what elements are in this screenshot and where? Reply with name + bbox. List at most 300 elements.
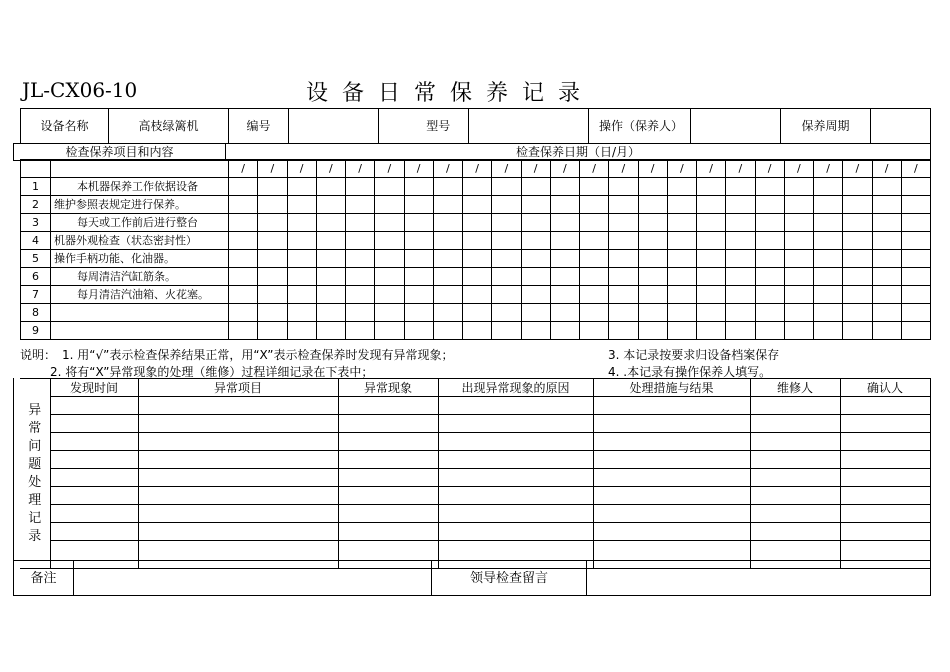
check-cell[interactable] <box>843 322 872 340</box>
check-cell[interactable] <box>433 250 462 268</box>
check-cell[interactable] <box>521 322 550 340</box>
check-cell[interactable] <box>697 196 726 214</box>
check-cell[interactable] <box>726 232 755 250</box>
check-cell[interactable] <box>667 196 696 214</box>
check-cell[interactable] <box>784 268 813 286</box>
check-cell[interactable] <box>609 232 638 250</box>
check-cell[interactable] <box>375 178 404 196</box>
check-cell[interactable] <box>901 322 930 340</box>
check-cell[interactable] <box>375 214 404 232</box>
check-cell[interactable] <box>433 214 462 232</box>
check-cell[interactable] <box>872 214 901 232</box>
check-cell[interactable] <box>346 322 375 340</box>
check-cell[interactable] <box>580 304 609 322</box>
abnormal-record-cell[interactable] <box>438 451 593 469</box>
check-cell[interactable] <box>814 214 843 232</box>
abnormal-record-cell[interactable] <box>593 433 750 451</box>
check-cell[interactable] <box>901 250 930 268</box>
check-cell[interactable] <box>814 304 843 322</box>
abnormal-record-cell[interactable] <box>338 433 438 451</box>
check-cell[interactable] <box>287 322 316 340</box>
check-cell[interactable] <box>814 232 843 250</box>
check-cell[interactable] <box>872 304 901 322</box>
check-cell[interactable] <box>755 268 784 286</box>
date-slash-cell[interactable]: / <box>287 160 316 178</box>
check-cell[interactable] <box>404 214 433 232</box>
check-cell[interactable] <box>784 196 813 214</box>
check-cell[interactable] <box>667 250 696 268</box>
abnormal-record-cell[interactable] <box>750 451 840 469</box>
check-cell[interactable] <box>404 178 433 196</box>
abnormal-record-cell[interactable] <box>750 433 840 451</box>
check-cell[interactable] <box>550 214 579 232</box>
abnormal-record-cell[interactable] <box>138 433 338 451</box>
check-cell[interactable] <box>287 304 316 322</box>
check-cell[interactable] <box>667 304 696 322</box>
check-cell[interactable] <box>258 268 287 286</box>
check-cell[interactable] <box>901 232 930 250</box>
check-cell[interactable] <box>492 268 521 286</box>
check-cell[interactable] <box>726 268 755 286</box>
abnormal-record-cell[interactable] <box>438 397 593 415</box>
check-cell[interactable] <box>316 268 345 286</box>
check-cell[interactable] <box>784 304 813 322</box>
check-cell[interactable] <box>901 286 930 304</box>
check-cell[interactable] <box>463 304 492 322</box>
abnormal-record-cell[interactable] <box>840 397 930 415</box>
abnormal-record-cell[interactable] <box>338 505 438 523</box>
check-cell[interactable] <box>755 304 784 322</box>
date-slash-cell[interactable]: / <box>316 160 345 178</box>
check-cell[interactable] <box>609 322 638 340</box>
check-cell[interactable] <box>287 268 316 286</box>
check-cell[interactable] <box>258 286 287 304</box>
check-cell[interactable] <box>258 250 287 268</box>
check-cell[interactable] <box>433 268 462 286</box>
check-cell[interactable] <box>229 286 258 304</box>
check-cell[interactable] <box>667 322 696 340</box>
check-cell[interactable] <box>521 268 550 286</box>
check-cell[interactable] <box>492 232 521 250</box>
check-cell[interactable] <box>550 268 579 286</box>
abnormal-record-cell[interactable] <box>138 451 338 469</box>
abnormal-record-cell[interactable] <box>50 415 138 433</box>
check-cell[interactable] <box>638 322 667 340</box>
check-cell[interactable] <box>726 178 755 196</box>
check-cell[interactable] <box>492 286 521 304</box>
check-cell[interactable] <box>521 178 550 196</box>
abnormal-record-cell[interactable] <box>50 451 138 469</box>
check-cell[interactable] <box>901 214 930 232</box>
check-cell[interactable] <box>550 232 579 250</box>
check-cell[interactable] <box>726 286 755 304</box>
abnormal-record-cell[interactable] <box>750 397 840 415</box>
check-cell[interactable] <box>375 286 404 304</box>
check-cell[interactable] <box>580 196 609 214</box>
check-cell[interactable] <box>550 322 579 340</box>
check-cell[interactable] <box>404 322 433 340</box>
check-cell[interactable] <box>784 232 813 250</box>
abnormal-record-cell[interactable] <box>138 469 338 487</box>
check-cell[interactable] <box>901 196 930 214</box>
check-cell[interactable] <box>755 232 784 250</box>
check-cell[interactable] <box>316 178 345 196</box>
date-slash-cell[interactable]: / <box>697 160 726 178</box>
check-cell[interactable] <box>697 304 726 322</box>
abnormal-record-cell[interactable] <box>50 397 138 415</box>
check-cell[interactable] <box>375 322 404 340</box>
check-cell[interactable] <box>287 178 316 196</box>
check-cell[interactable] <box>901 178 930 196</box>
check-cell[interactable] <box>609 214 638 232</box>
check-cell[interactable] <box>667 268 696 286</box>
abnormal-record-cell[interactable] <box>338 451 438 469</box>
check-cell[interactable] <box>814 322 843 340</box>
check-cell[interactable] <box>346 196 375 214</box>
check-cell[interactable] <box>814 178 843 196</box>
check-cell[interactable] <box>814 268 843 286</box>
check-cell[interactable] <box>843 268 872 286</box>
abnormal-record-cell[interactable] <box>438 433 593 451</box>
check-cell[interactable] <box>580 322 609 340</box>
abnormal-record-cell[interactable] <box>138 397 338 415</box>
check-cell[interactable] <box>755 250 784 268</box>
date-slash-cell[interactable]: / <box>404 160 433 178</box>
date-slash-cell[interactable]: / <box>638 160 667 178</box>
date-slash-cell[interactable]: / <box>521 160 550 178</box>
check-cell[interactable] <box>346 286 375 304</box>
abnormal-record-cell[interactable] <box>593 397 750 415</box>
abnormal-record-cell[interactable] <box>138 487 338 505</box>
cycle-field[interactable] <box>871 109 931 144</box>
date-slash-cell[interactable]: / <box>229 160 258 178</box>
check-cell[interactable] <box>550 196 579 214</box>
check-cell[interactable] <box>697 178 726 196</box>
abnormal-record-cell[interactable] <box>750 523 840 541</box>
date-slash-cell[interactable]: / <box>258 160 287 178</box>
leader-field[interactable] <box>587 561 931 596</box>
check-cell[interactable] <box>755 286 784 304</box>
check-cell[interactable] <box>550 250 579 268</box>
check-cell[interactable] <box>872 232 901 250</box>
check-cell[interactable] <box>521 250 550 268</box>
check-cell[interactable] <box>463 196 492 214</box>
check-cell[interactable] <box>346 250 375 268</box>
check-cell[interactable] <box>433 232 462 250</box>
abnormal-record-cell[interactable] <box>840 415 930 433</box>
check-cell[interactable] <box>638 250 667 268</box>
date-slash-cell[interactable]: / <box>375 160 404 178</box>
model-field[interactable] <box>469 109 589 144</box>
check-cell[interactable] <box>814 286 843 304</box>
date-slash-cell[interactable]: / <box>843 160 872 178</box>
check-cell[interactable] <box>814 196 843 214</box>
check-cell[interactable] <box>784 178 813 196</box>
check-cell[interactable] <box>638 304 667 322</box>
date-slash-cell[interactable]: / <box>667 160 696 178</box>
check-cell[interactable] <box>521 214 550 232</box>
check-cell[interactable] <box>463 178 492 196</box>
check-cell[interactable] <box>287 286 316 304</box>
check-cell[interactable] <box>609 304 638 322</box>
check-cell[interactable] <box>521 304 550 322</box>
check-cell[interactable] <box>433 322 462 340</box>
check-cell[interactable] <box>872 322 901 340</box>
check-cell[interactable] <box>872 196 901 214</box>
check-cell[interactable] <box>726 304 755 322</box>
check-cell[interactable] <box>375 250 404 268</box>
check-cell[interactable] <box>580 178 609 196</box>
date-slash-cell[interactable]: / <box>580 160 609 178</box>
abnormal-record-cell[interactable] <box>840 487 930 505</box>
abnormal-record-cell[interactable] <box>750 505 840 523</box>
check-cell[interactable] <box>346 268 375 286</box>
abnormal-record-cell[interactable] <box>840 433 930 451</box>
check-cell[interactable] <box>726 322 755 340</box>
check-cell[interactable] <box>697 232 726 250</box>
check-cell[interactable] <box>229 214 258 232</box>
abnormal-record-cell[interactable] <box>593 523 750 541</box>
abnormal-record-cell[interactable] <box>840 451 930 469</box>
check-cell[interactable] <box>697 286 726 304</box>
check-cell[interactable] <box>580 214 609 232</box>
check-cell[interactable] <box>463 232 492 250</box>
check-cell[interactable] <box>316 304 345 322</box>
operator-field[interactable] <box>691 109 781 144</box>
check-cell[interactable] <box>638 178 667 196</box>
check-cell[interactable] <box>755 196 784 214</box>
date-slash-cell[interactable]: / <box>433 160 462 178</box>
check-cell[interactable] <box>463 322 492 340</box>
check-cell[interactable] <box>346 178 375 196</box>
check-cell[interactable] <box>550 304 579 322</box>
check-cell[interactable] <box>872 268 901 286</box>
check-cell[interactable] <box>843 304 872 322</box>
check-cell[interactable] <box>521 232 550 250</box>
check-cell[interactable] <box>843 232 872 250</box>
check-cell[interactable] <box>463 214 492 232</box>
check-cell[interactable] <box>404 268 433 286</box>
abnormal-record-cell[interactable] <box>338 415 438 433</box>
abnormal-record-cell[interactable] <box>50 523 138 541</box>
check-cell[interactable] <box>784 322 813 340</box>
abnormal-record-cell[interactable] <box>138 505 338 523</box>
check-cell[interactable] <box>404 286 433 304</box>
check-cell[interactable] <box>316 196 345 214</box>
check-cell[interactable] <box>667 178 696 196</box>
check-cell[interactable] <box>697 214 726 232</box>
date-slash-cell[interactable]: / <box>609 160 638 178</box>
check-cell[interactable] <box>580 232 609 250</box>
check-cell[interactable] <box>901 304 930 322</box>
date-slash-cell[interactable]: / <box>872 160 901 178</box>
check-cell[interactable] <box>638 286 667 304</box>
check-cell[interactable] <box>755 322 784 340</box>
date-slash-cell[interactable]: / <box>463 160 492 178</box>
date-slash-cell[interactable]: / <box>784 160 813 178</box>
check-cell[interactable] <box>726 250 755 268</box>
abnormal-record-cell[interactable] <box>840 469 930 487</box>
abnormal-record-cell[interactable] <box>750 415 840 433</box>
check-cell[interactable] <box>375 304 404 322</box>
remark-field[interactable] <box>74 561 432 596</box>
abnormal-record-cell[interactable] <box>138 523 338 541</box>
abnormal-record-cell[interactable] <box>438 505 593 523</box>
check-cell[interactable] <box>346 214 375 232</box>
check-cell[interactable] <box>492 214 521 232</box>
date-slash-cell[interactable]: / <box>755 160 784 178</box>
check-cell[interactable] <box>580 286 609 304</box>
abnormal-record-cell[interactable] <box>593 415 750 433</box>
check-cell[interactable] <box>433 304 462 322</box>
check-cell[interactable] <box>229 304 258 322</box>
check-cell[interactable] <box>521 196 550 214</box>
abnormal-record-cell[interactable] <box>338 469 438 487</box>
check-cell[interactable] <box>463 286 492 304</box>
abnormal-record-cell[interactable] <box>50 433 138 451</box>
check-cell[interactable] <box>375 196 404 214</box>
check-cell[interactable] <box>404 232 433 250</box>
check-cell[interactable] <box>316 250 345 268</box>
check-cell[interactable] <box>550 178 579 196</box>
check-cell[interactable] <box>258 196 287 214</box>
check-cell[interactable] <box>667 286 696 304</box>
check-cell[interactable] <box>843 250 872 268</box>
abnormal-record-cell[interactable] <box>338 523 438 541</box>
check-cell[interactable] <box>229 232 258 250</box>
date-slash-cell[interactable]: / <box>550 160 579 178</box>
check-cell[interactable] <box>316 214 345 232</box>
check-cell[interactable] <box>843 214 872 232</box>
abnormal-record-cell[interactable] <box>338 397 438 415</box>
check-cell[interactable] <box>287 250 316 268</box>
date-slash-cell[interactable]: / <box>726 160 755 178</box>
check-cell[interactable] <box>258 322 287 340</box>
check-cell[interactable] <box>492 178 521 196</box>
abnormal-record-cell[interactable] <box>593 451 750 469</box>
check-cell[interactable] <box>872 178 901 196</box>
check-cell[interactable] <box>697 322 726 340</box>
check-cell[interactable] <box>755 178 784 196</box>
check-cell[interactable] <box>287 232 316 250</box>
check-cell[interactable] <box>229 268 258 286</box>
check-cell[interactable] <box>258 178 287 196</box>
check-cell[interactable] <box>872 286 901 304</box>
check-cell[interactable] <box>784 214 813 232</box>
check-cell[interactable] <box>609 196 638 214</box>
check-cell[interactable] <box>609 268 638 286</box>
check-cell[interactable] <box>697 250 726 268</box>
check-cell[interactable] <box>258 214 287 232</box>
check-cell[interactable] <box>229 322 258 340</box>
check-cell[interactable] <box>638 268 667 286</box>
check-cell[interactable] <box>843 196 872 214</box>
check-cell[interactable] <box>638 232 667 250</box>
check-cell[interactable] <box>463 268 492 286</box>
check-cell[interactable] <box>609 178 638 196</box>
abnormal-record-cell[interactable] <box>593 505 750 523</box>
abnormal-record-cell[interactable] <box>593 469 750 487</box>
check-cell[interactable] <box>287 214 316 232</box>
abnormal-record-cell[interactable] <box>438 487 593 505</box>
check-cell[interactable] <box>492 196 521 214</box>
abnormal-record-cell[interactable] <box>840 505 930 523</box>
abnormal-record-cell[interactable] <box>438 415 593 433</box>
check-cell[interactable] <box>258 232 287 250</box>
abnormal-record-cell[interactable] <box>138 415 338 433</box>
abnormal-record-cell[interactable] <box>50 505 138 523</box>
check-cell[interactable] <box>726 196 755 214</box>
check-cell[interactable] <box>492 322 521 340</box>
check-cell[interactable] <box>463 250 492 268</box>
abnormal-record-cell[interactable] <box>438 523 593 541</box>
check-cell[interactable] <box>784 250 813 268</box>
check-cell[interactable] <box>229 196 258 214</box>
date-slash-cell[interactable]: / <box>901 160 930 178</box>
check-cell[interactable] <box>229 178 258 196</box>
check-cell[interactable] <box>492 250 521 268</box>
check-cell[interactable] <box>580 268 609 286</box>
check-cell[interactable] <box>901 268 930 286</box>
check-cell[interactable] <box>346 304 375 322</box>
abnormal-record-cell[interactable] <box>593 487 750 505</box>
abnormal-record-cell[interactable] <box>50 487 138 505</box>
check-cell[interactable] <box>609 286 638 304</box>
check-cell[interactable] <box>433 196 462 214</box>
check-cell[interactable] <box>667 232 696 250</box>
check-cell[interactable] <box>697 268 726 286</box>
check-cell[interactable] <box>316 286 345 304</box>
check-cell[interactable] <box>316 322 345 340</box>
check-cell[interactable] <box>843 178 872 196</box>
check-cell[interactable] <box>404 304 433 322</box>
date-slash-cell[interactable]: / <box>492 160 521 178</box>
check-cell[interactable] <box>726 214 755 232</box>
abnormal-record-cell[interactable] <box>750 487 840 505</box>
check-cell[interactable] <box>872 250 901 268</box>
check-cell[interactable] <box>667 214 696 232</box>
check-cell[interactable] <box>492 304 521 322</box>
check-cell[interactable] <box>404 250 433 268</box>
check-cell[interactable] <box>433 286 462 304</box>
check-cell[interactable] <box>258 304 287 322</box>
check-cell[interactable] <box>638 214 667 232</box>
abnormal-record-cell[interactable] <box>438 469 593 487</box>
abnormal-record-cell[interactable] <box>750 469 840 487</box>
check-cell[interactable] <box>433 178 462 196</box>
check-cell[interactable] <box>346 232 375 250</box>
check-cell[interactable] <box>229 250 258 268</box>
check-cell[interactable] <box>404 196 433 214</box>
check-cell[interactable] <box>580 250 609 268</box>
check-cell[interactable] <box>375 232 404 250</box>
check-cell[interactable] <box>755 214 784 232</box>
check-cell[interactable] <box>375 268 404 286</box>
check-cell[interactable] <box>814 250 843 268</box>
check-cell[interactable] <box>609 250 638 268</box>
check-cell[interactable] <box>843 286 872 304</box>
date-slash-cell[interactable]: / <box>814 160 843 178</box>
check-cell[interactable] <box>287 196 316 214</box>
check-cell[interactable] <box>638 196 667 214</box>
abnormal-record-cell[interactable] <box>50 469 138 487</box>
number-field[interactable] <box>289 109 379 144</box>
check-cell[interactable] <box>521 286 550 304</box>
abnormal-record-cell[interactable] <box>840 523 930 541</box>
check-cell[interactable] <box>784 286 813 304</box>
check-cell[interactable] <box>550 286 579 304</box>
check-cell[interactable] <box>316 232 345 250</box>
